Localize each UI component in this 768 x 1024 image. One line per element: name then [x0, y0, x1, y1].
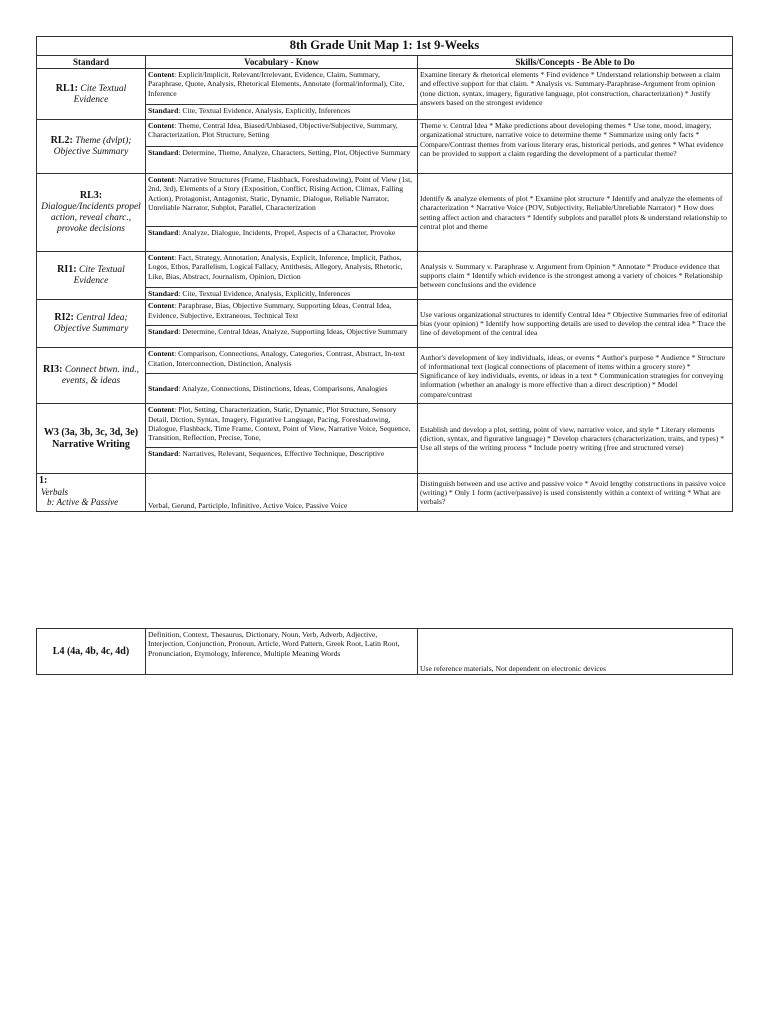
header-vocabulary: Vocabulary - Know [146, 56, 418, 69]
rl2-standard-vocab: Standard: Determine, Theme, Analyze, Characters, Setting, Plot, Objective Summary [146, 147, 418, 174]
ri3-skills: Author's development of key individuals, ideas, or events * Author's purpose * Audience * Structure of informational text (logical connections of placement of items within a grocery store) * Significance of key individuals, events, or ideas in a text * Communication strategies for conveying information (whether an analogy is more effective than a direct description) * Model compare/contrast [418, 348, 733, 404]
standard-w3: W3 (3a, 3b, 3c, 3d, 3e) Narrative Writing [37, 404, 146, 474]
l4-vocab: Definition, Context, Thesaurus, Dictionary, Noun, Verb, Adverb, Adjective, Interjection, Conjunction, Pronoun, Article, Word Pattern, Greek Root, Latin Root, Pronunciation, Etymology, Inference, Multiple Meaning Words [146, 629, 418, 675]
rl1-content: Content: Explicit/Implicit, Relevant/Irrelevant, Evidence, Claim, Summary, Paraphrase, Quote, Analysis, Rhetorical Elements, Annotate (formal/informal), Cite, Inference [146, 69, 418, 105]
standard-ri3: RI3: Connect btwn. ind., events, & ideas [37, 348, 146, 404]
standard-rl3: RL3: Dialogue/Incidents propel action, reveal charc., provoke decisions [37, 174, 146, 252]
rl3-content: Content: Narrative Structures (Frame, Flashback, Foreshadowing), Point of View (1st, 2nd, 3rd), Elements of a Story (Exposition, Conflict, Rising Action, Climax, Falling Action), Protagonist, Antagonist, Static, Dynamic, Dialogue, Reliable Narrator, Unreliable Narrator, Subplot, Parallel, Characterization [146, 174, 418, 227]
w3-content: Content: Plot, Setting, Characterization, Static, Dynamic, Plot Structure, Sensory Detail, Diction, Syntax, Imagery, Figurative Language, Pacing, Foreshadowing, Dialogue, Flashback, Time Frame, Context, Point of View, Narrative Voice, Sequence, Transition, Reflection, Precise, Tone, [146, 404, 418, 448]
header-standard: Standard [37, 56, 146, 69]
ri1-standard-vocab: Standard: Cite, Textual Evidence, Analysis, Explicitly, Inferences [146, 288, 418, 300]
standard-ri2: RI2: Central Idea; Objective Summary [37, 300, 146, 348]
l4-skills: Use reference materials, Not dependent on electronic devices [418, 629, 733, 675]
l4-table [36, 628, 733, 675]
l1-vocab: Verbal, Gerund, Participle, Infinitive, Active Voice, Passive Voice [146, 474, 418, 512]
ri3-content: Content: Comparison, Connections, Analogy, Categories, Contrast, Abstract, In-text Citation, Interconnection, Distinction, Analysis [146, 348, 418, 374]
ri1-skills: Analysis v. Summary v. Paraphrase v. Argument from Opinion * Annotate * Produce evidence that supports claim * Identify which evidence is the strongest among a variety of choices * Relationship between conclusions and the evidence [418, 252, 733, 300]
rl3-standard-vocab: Standard: Analyze, Dialogue, Incidents, Propel, Aspects of a Character, Provoke [146, 227, 418, 252]
standard-rl1: RL1: Cite Textual Evidence [37, 69, 146, 120]
rl2-skills: Theme v. Central Idea * Make predictions about developing themes * Use tone, mood, imagery, organizational structure, narrative voice to determine theme * Summarize using only facts * Compare/Contrast themes from various literary eras, historical periods, and genres * What evidence can be provided to support a claim regarding the development of a particular theme? [418, 120, 733, 174]
page-title: 8th Grade Unit Map 1: 1st 9-Weeks [37, 37, 733, 56]
w3-skills: Establish and develop a plot, setting, point of view, narrative voice, and style * Literary elements (diction, syntax, and figurative language) * Develop characters (characterization, traits, and types) * Use all steps of the writing process * Include poetry writing (free and structured verse) [418, 404, 733, 474]
rl2-content: Content: Theme, Central Idea, Biased/Unbiased, Objective/Subjective, Summary, Characterization, Plot Structure, Setting [146, 120, 418, 147]
rl3-skills: Identify & analyze elements of plot * Examine plot structure * Identify and analyze the elements of characterization * Narrative Voice (POV, Subjectivity, Reliable/Unreliable Narrator) * How does setting affect action and characters * Identify subplots and parallel plots & understand relationship to central plot and theme [418, 174, 733, 252]
ri2-skills: Use various organizational structures to identify Central Idea * Objective Summaries free of editorial bias (your opinion) * Identify how supporting details are used to develop the central idea * Trace the line of development of the central idea [418, 300, 733, 348]
standard-l1: 1: Verbals b: Active & Passive [37, 474, 146, 512]
ri2-standard-vocab: Standard: Determine, Central Ideas, Analyze, Supporting Ideas, Objective Summary [146, 326, 418, 348]
header-skills: Skills/Concepts - Be Able to Do [418, 56, 733, 69]
rl1-skills: Examine literary & rhetorical elements * Find evidence * Understand relationship between a claim and effective support for that claim. * Analysis vs. Summary-Paraphrase-Argument from opinion (tone diction, syntax, imagery, figurative language, plot construction, characterization) * Justify answers based on the strongest evidence [418, 69, 733, 120]
ri2-content: Content: Paraphrase, Bias, Objective Summary, Supporting Ideas, Central Idea, Evidence, Subjective, Extraneous, Technical Text [146, 300, 418, 326]
w3-standard-vocab: Standard: Narratives, Relevant, Sequences, Effective Technique, Descriptive [146, 448, 418, 474]
rl1-standard-vocab: Standard: Cite, Textual Evidence, Analysis, Explicitly, Inferences [146, 105, 418, 120]
standard-l4: L4 (4a, 4b, 4c, 4d) [37, 629, 146, 675]
ri3-standard-vocab: Standard: Analyze, Connections, Distinctions, Ideas, Comparisons, Analogies [146, 374, 418, 404]
standard-ri1: RI1: Cite Textual Evidence [37, 252, 146, 300]
l1-skills: Distinguish between and use active and passive voice * Avoid lengthy constructions in passive voice (writing) * Only 1 form (active/passive) is used consistently within a context of writing * What are verbals? [418, 474, 733, 512]
standard-rl2: RL2: Theme (dvlpt); Objective Summary [37, 120, 146, 174]
unit-map-table [36, 36, 733, 512]
ri1-content: Content: Fact, Strategy, Annotation, Analysis, Explicit, Inference, Implicit, Pathos, Logos, Ethos, Parallelism, Logical Fallacy, Antithesis, Allegory, Analysis, Rhetoric, Like, Bias, Abstract, Journalism, Opinion, Diction [146, 252, 418, 288]
